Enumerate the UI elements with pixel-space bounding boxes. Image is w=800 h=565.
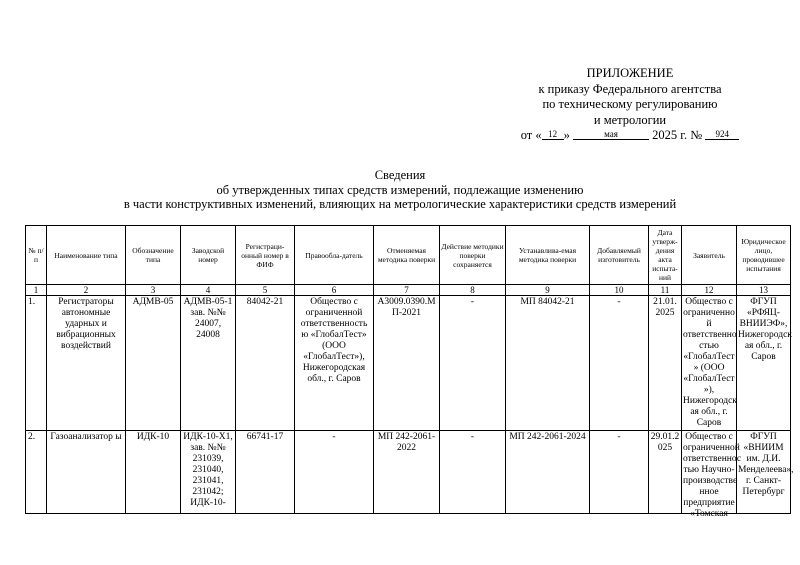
cell-added-manufacturer: - [590,296,649,431]
date-day: 12 [542,129,564,140]
document-title [0,168,800,212]
date-prefix: от « [520,128,542,142]
cell-added-manufacturer: - [590,431,649,514]
header-cell: Юридическое лицо, проводившее испытания [737,226,791,285]
cell-cancelled-method: МП 242-2061-2022 [374,431,440,514]
column-number: 12 [682,285,737,296]
column-number: 10 [590,285,649,296]
appendix-order-line: к приказу Федерального агентства [538,81,722,96]
header-cell: Устанавлива-емая методика поверки [506,226,590,285]
table-header-row [26,226,791,285]
header-cell: Заявитель [682,226,737,285]
header-cell: Наименование типа [47,226,126,285]
cell-approval-date: 21.01. 2025 [649,296,682,431]
header-cell: Регистраци-онный номер в ФИФ [236,226,295,285]
column-number: 2 [47,285,126,296]
column-number: 1 [26,285,47,296]
header-cell: Дата утверж-дения акта испыта-ний [649,226,682,285]
serial-number-text: ИДК-10-Х1, зав. №№ 231039, 231040, 231041, 231042; ИДК-10- [183,432,233,508]
date-mid: » [563,128,570,142]
date-month: мая [573,129,649,140]
header-cell: Действие методики поверки сохраняется [440,226,506,285]
column-number: 6 [295,285,374,296]
header-cell: Обозначение типа [126,226,181,285]
title-line-3: в части конструктивных изменений, влияющих на метрологические характеристики средств измерений [123,197,677,211]
column-number: 4 [181,285,236,296]
row-number: 1. [26,296,47,431]
column-number: 9 [506,285,590,296]
title-line-2: об утвержденных типах средств измерений, подлежащие изменению [216,182,584,197]
cell-applicant [682,431,742,519]
table-row [26,431,791,514]
header-cell: Заводской номер [181,226,236,285]
header-cell: Добавляемый изготовитель [590,226,649,285]
cell-method-retained: - [440,296,506,431]
cell-rights-holder: - [295,431,374,514]
column-number: 3 [126,285,181,296]
appendix-date-line [480,128,780,144]
cell-testing-entity: ФГУП «РФЯЦ-ВНИИЭФ», Нижегородск ая обл., г. Саров [737,296,791,431]
cell-cancelled-method: А3009.0390.М П-2021 [374,296,440,431]
column-number: 5 [236,285,295,296]
appendix-header [480,66,780,144]
header-cell: Правообла-датель [295,226,374,285]
cell-registration-number: 66741-17 [236,431,295,514]
cell-testing-entity: ФГУП «ВНИИМ им. Д.И. Менделеева», г. Санкт-Петербург [737,431,791,514]
cell-type-name: Регистраторы автономные ударных и вибрационных воздействий [47,296,126,431]
cell-rights-holder: Общество с ограниченной ответственность ю «ГлобалТест» (ООО «ГлобалТест»), Нижегородская обл., г. Саров [295,296,374,431]
measurement-types-table [25,225,794,519]
table-row [26,296,791,431]
column-number: 13 [737,285,791,296]
cell-applicant: Общество с ограниченно й ответственно стью «ГлобалТест » (ООО «ГлобалТест »), Нижегородск ая обл., г. Саров [682,296,737,431]
cell-new-method: МП 84042-21 [506,296,590,431]
appendix-regulation-line: по техническому регулированию [542,97,718,111]
header-cell: Отменяемая методика поверки [374,226,440,285]
cell-new-method: МП 242-2061-2024 [506,431,590,514]
cell-approval-date: 29.01.2 025 [649,431,682,514]
cell-serial-number [181,431,236,514]
title-line-1: Сведения [374,168,426,182]
cell-type-designation: ИДК-10 [126,431,181,514]
column-number: 7 [374,285,440,296]
appendix-metrology-line: и метрологии [593,112,667,127]
order-number: 924 [705,129,739,140]
cell-type-designation: АДМВ-05 [126,296,181,431]
header-cell: № п/п [26,226,47,285]
appendix-title: ПРИЛОЖЕНИЕ [586,66,674,80]
cell-registration-number: 84042-21 [236,296,295,431]
cell-method-retained: - [440,431,506,514]
applicant-text: Общество с ограниченной ответственнос тью Научно-производстве нное предприятие «Томская [683,432,742,519]
cell-serial-number: АДМВ-05-1 зав. №№ 24007, 24008 [181,296,236,431]
row-number: 2. [26,431,47,514]
cell-type-name: Газоанализатор ы [47,431,126,514]
column-number: 8 [440,285,506,296]
date-year: 2025 г. № [652,128,703,142]
column-number: 11 [649,285,682,296]
column-number-row [26,285,791,296]
